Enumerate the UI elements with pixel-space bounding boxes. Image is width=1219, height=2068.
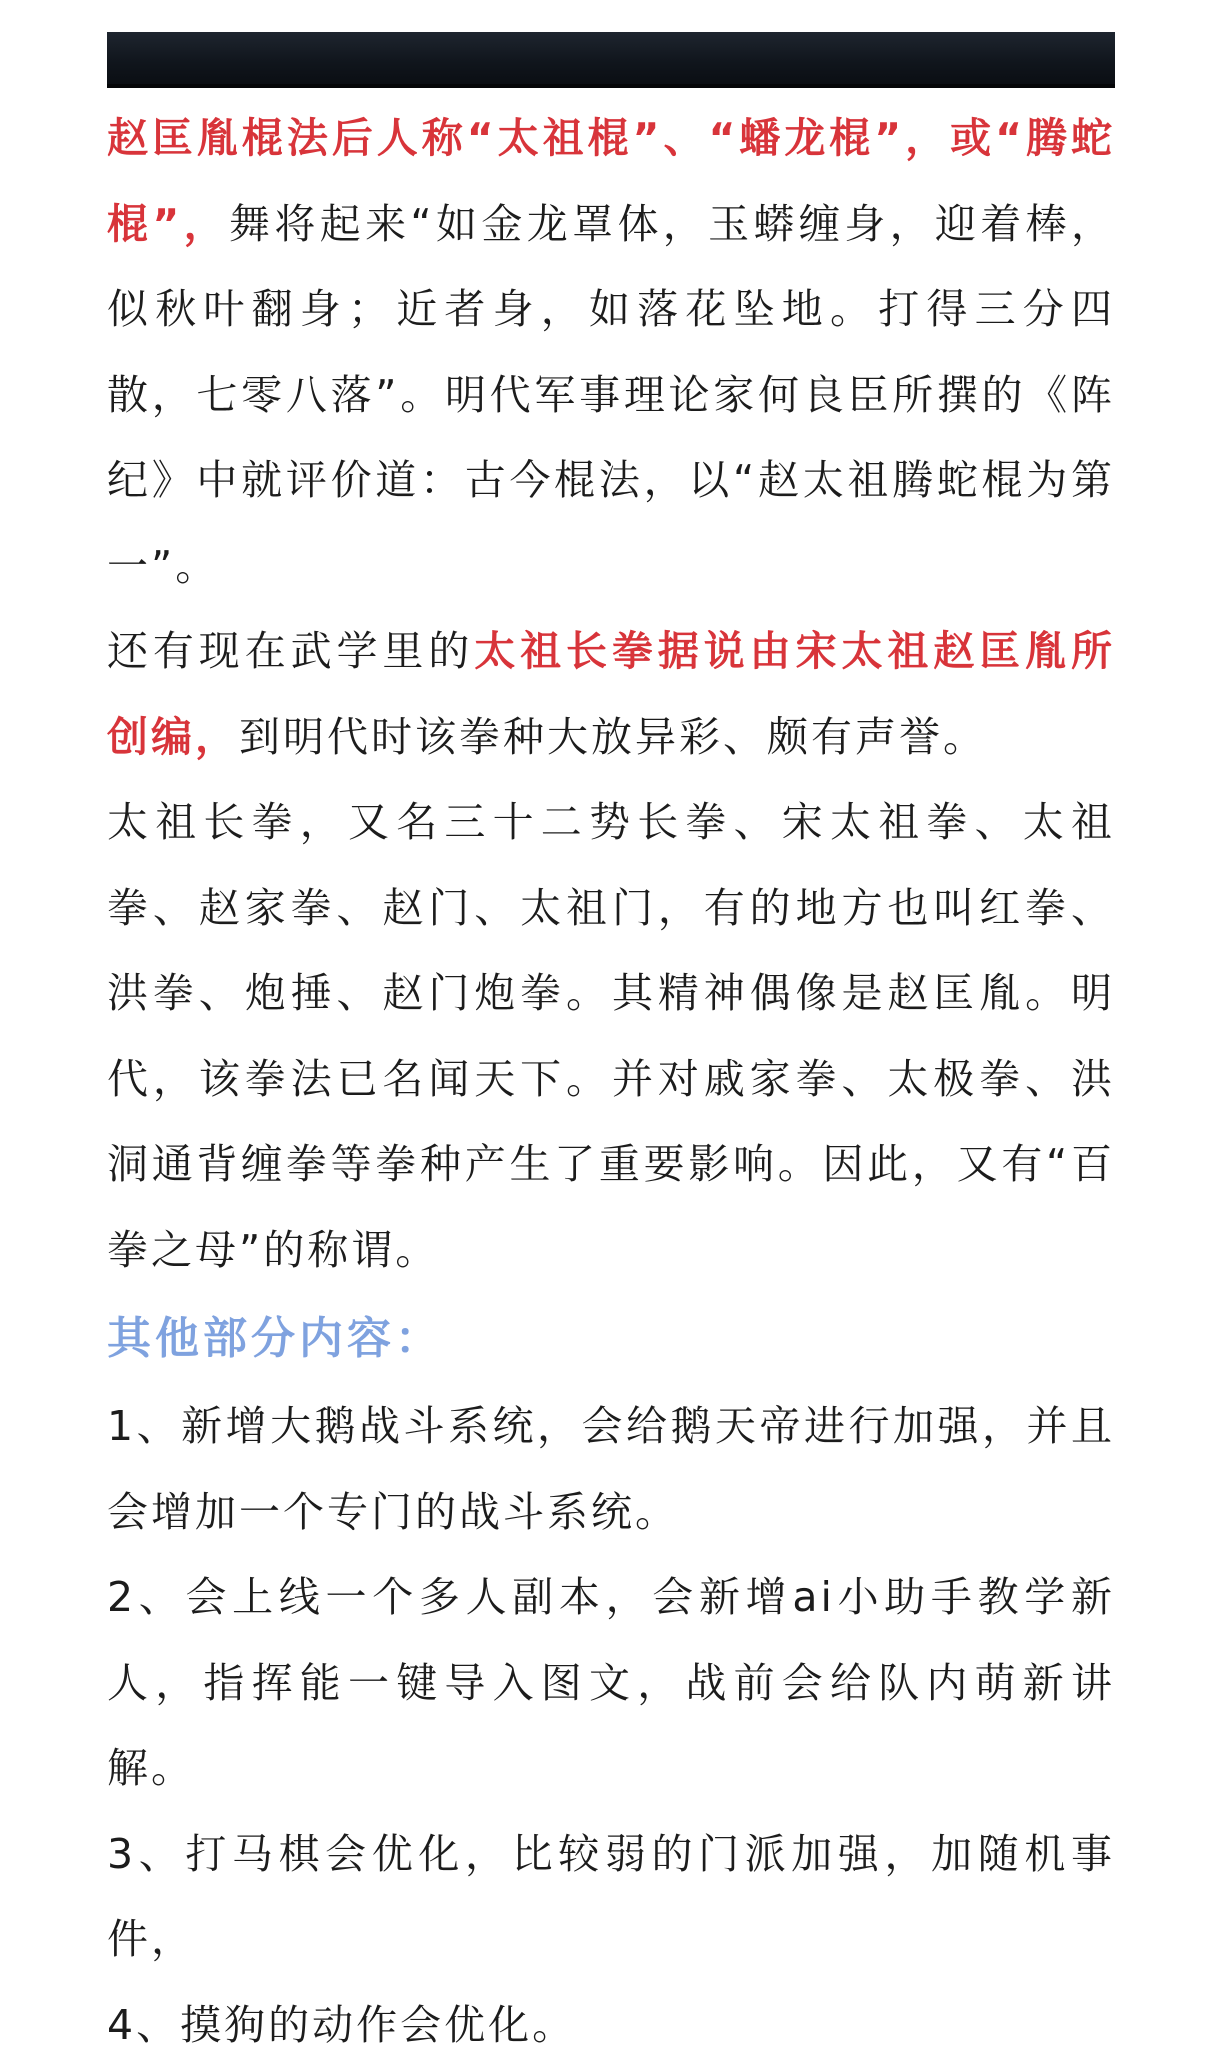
list-item: 1、新增大鹅战斗系统，会给鹅天帝进行加强，并且会增加一个专门的战斗系统。 [107,1384,1115,1555]
paragraph-long-fist-origin [107,609,1115,780]
top-bar [0,0,1219,30]
list-item: 4、摸狗的动作会优化。 [107,1983,1115,2068]
paragraph-text: 到明代时该拳种大放异彩、颇有声誉。 [239,713,987,761]
paragraph-text: 舞将起来“如金龙罩体，玉蟒缠身，迎着棒，似秋叶翻身；近者身，如落花坠地。打得三分四散，七零八落”。明代军事理论家何良臣所撰的《阵纪》中就评价道：古今棍法，以“赵太祖腾蛇棍为第一”。 [107,200,1115,590]
highlight-text: 赵匡胤棍法后人称“太祖棍”、“蟠龙棍”，或“腾蛇棍”， [107,114,1115,248]
paragraph-staff-technique [107,96,1115,609]
article-body [107,96,1115,2068]
list-item: 2、会上线一个多人副本，会新增ai小助手教学新人，指挥能一键导入图文，战前会给队内萌新讲解。 [107,1555,1115,1812]
paragraph-text: 还有现在武学里的 [107,627,474,675]
paragraph-long-fist-details: 太祖长拳，又名三十二势长拳、宋太祖拳、太祖拳、赵家拳、赵门、太祖门，有的地方也叫红拳、洪拳、炮捶、赵门炮拳。其精神偶像是赵匡胤。明代，该拳法已名闻天下。并对戚家拳、太极拳、洪洞通背缠拳等拳种产生了重要影响。因此，又有“百拳之母”的称谓。 [107,780,1115,1293]
list-item: 3、打马棋会优化，比较弱的门派加强，加随机事件， [107,1812,1115,1983]
header-image [107,32,1115,88]
highlight-text: 太祖长拳据说由宋太祖赵匡胤所创编， [107,627,1115,761]
section-heading: 其他部分内容： [107,1293,1115,1384]
